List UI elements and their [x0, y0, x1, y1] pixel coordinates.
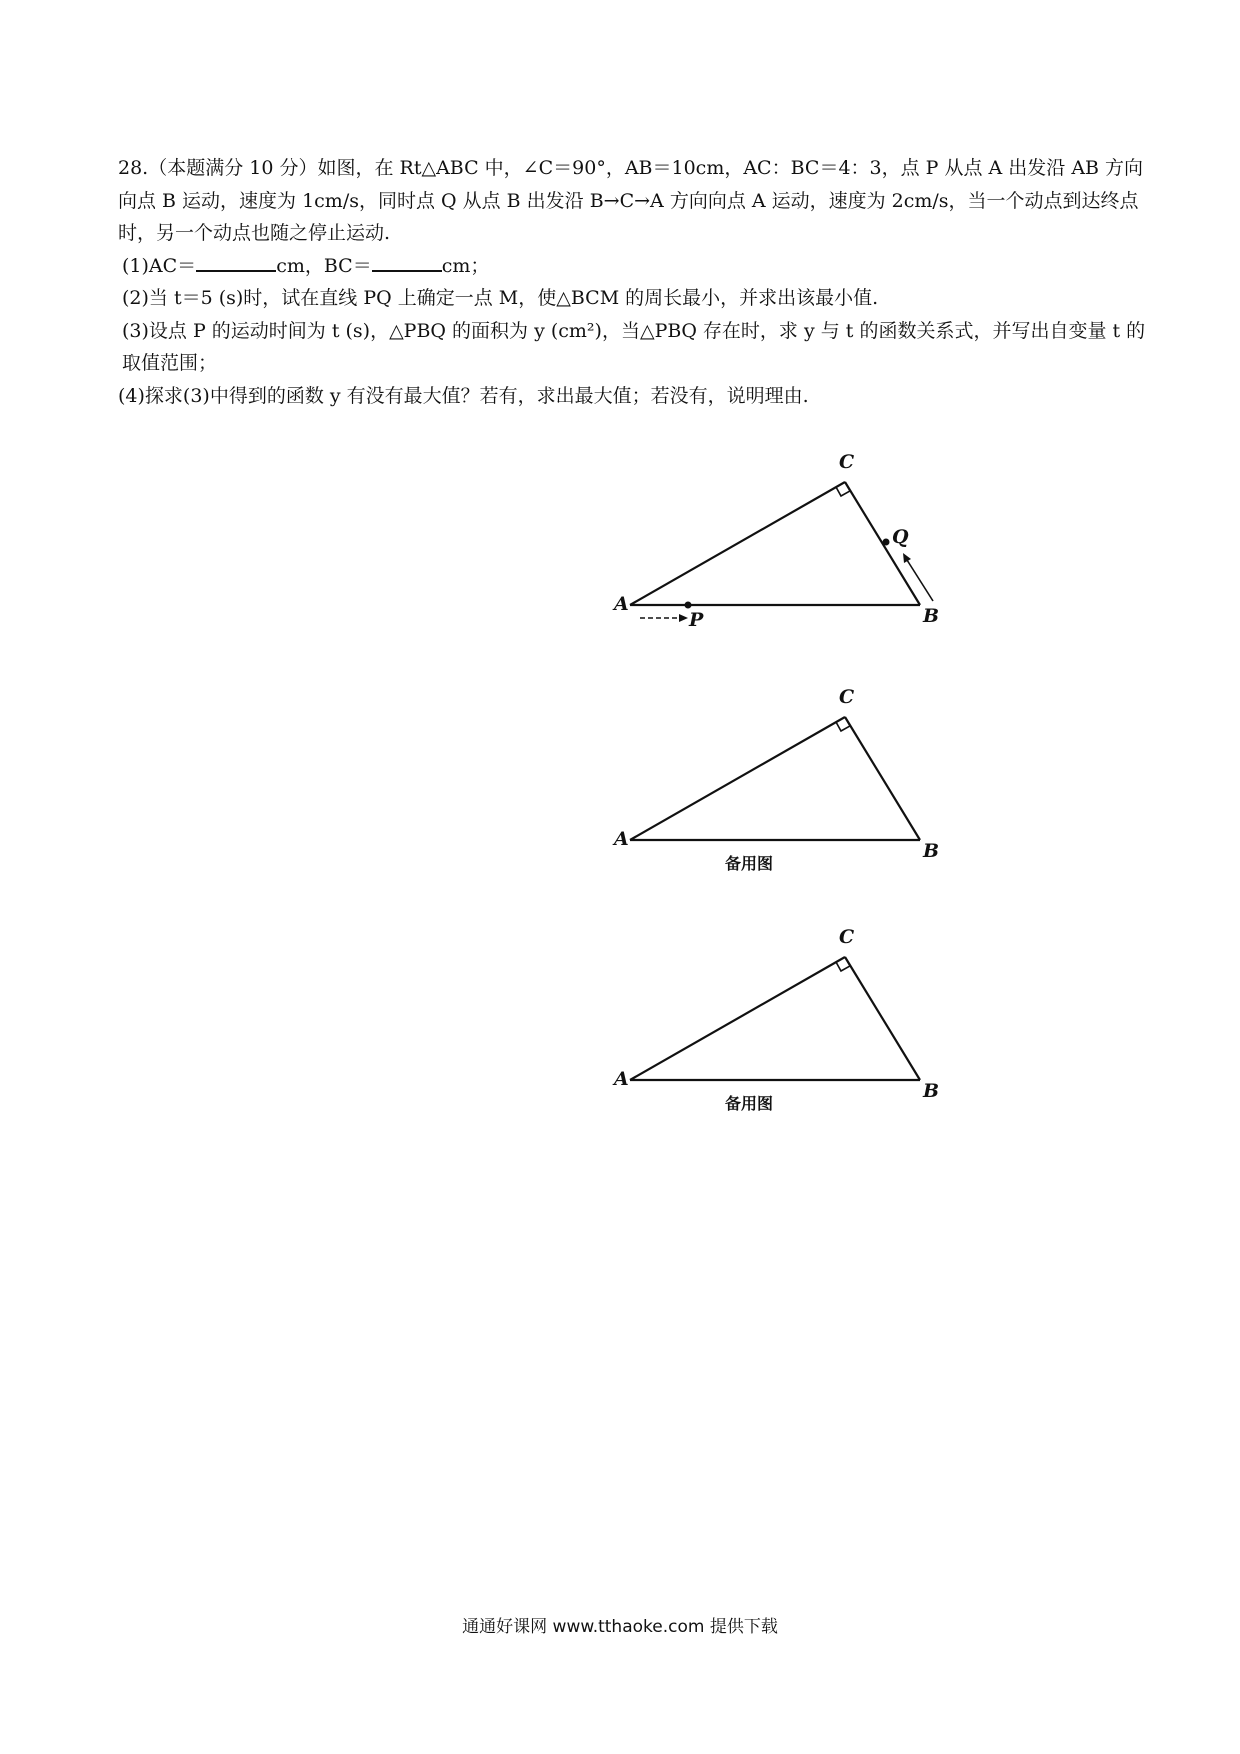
answer-blank-bc[interactable] — [372, 250, 442, 272]
label-b: B — [923, 1080, 940, 1102]
label-c: C — [839, 686, 855, 708]
label-p: P — [689, 609, 704, 631]
question-2: (2)当 t＝5 (s)时，试在直线 PQ 上确定一点 M，使△BCM 的周长最小，并求出该最小值. — [122, 287, 879, 309]
backup-triangle-diagram-2 — [600, 915, 960, 1125]
problem-text — [118, 152, 1158, 412]
side-ac — [630, 482, 845, 605]
question-3: (3)设点 P 的运动时间为 t (s)，△PBQ 的面积为 y (cm²)，当△PBQ 存在时，求 y 与 t 的函数关系式，并写出自变量 t 的取值范围； — [122, 319, 1146, 374]
label-c: C — [839, 926, 855, 948]
side-ac — [630, 717, 845, 840]
backup-figure-2 — [600, 915, 960, 1125]
label-c: C — [839, 451, 855, 473]
point-p — [685, 602, 692, 609]
label-b: B — [923, 605, 940, 627]
caption-backup: 备用图 — [724, 854, 774, 873]
arrow-q-direction — [907, 560, 933, 601]
side-bc — [845, 957, 920, 1080]
side-bc — [845, 717, 920, 840]
side-ac — [630, 957, 845, 1080]
side-bc — [845, 482, 920, 605]
answer-blank-ac[interactable] — [196, 250, 276, 272]
backup-triangle-diagram-1 — [600, 675, 960, 885]
arrow-p-head — [679, 614, 688, 622]
footer-source: 通通好课网 www.tthaoke.com 提供下载 — [462, 1617, 778, 1637]
point-q — [883, 539, 890, 546]
label-q: Q — [892, 526, 909, 548]
q1-mid: cm，BC＝ — [276, 254, 372, 277]
q1-prefix: (1)AC＝ — [122, 254, 197, 277]
label-a: A — [614, 593, 629, 615]
label-a: A — [614, 828, 629, 850]
caption-backup: 备用图 — [724, 1094, 774, 1113]
main-triangle-diagram — [600, 440, 960, 640]
problem-heading: 28.（本题满分 10 分）如图，在 Rt△ABC 中，∠C＝90°，AB＝10cm，AC：BC＝4：3，点 P 从点 A 出发沿 AB 方向向点 B 运动，速度为 1cm/s，同时点 Q 从点 B 出发沿 B→C→A 方向向点 A 运动，速度为 2cm/s，当一个动点到达终点时，另一个动点也随之停止运动. — [118, 157, 1144, 244]
arrow-q-head — [903, 553, 911, 563]
q1-suffix: cm； — [441, 254, 490, 277]
backup-figure-1 — [600, 675, 960, 885]
question-1 — [118, 250, 1158, 283]
question-4: (4)探求(3)中得到的函数 y 有没有最大值？若有，求出最大值；若没有，说明理由. — [118, 384, 809, 407]
label-a: A — [614, 1068, 629, 1090]
main-figure — [600, 440, 960, 640]
label-b: B — [923, 840, 940, 862]
